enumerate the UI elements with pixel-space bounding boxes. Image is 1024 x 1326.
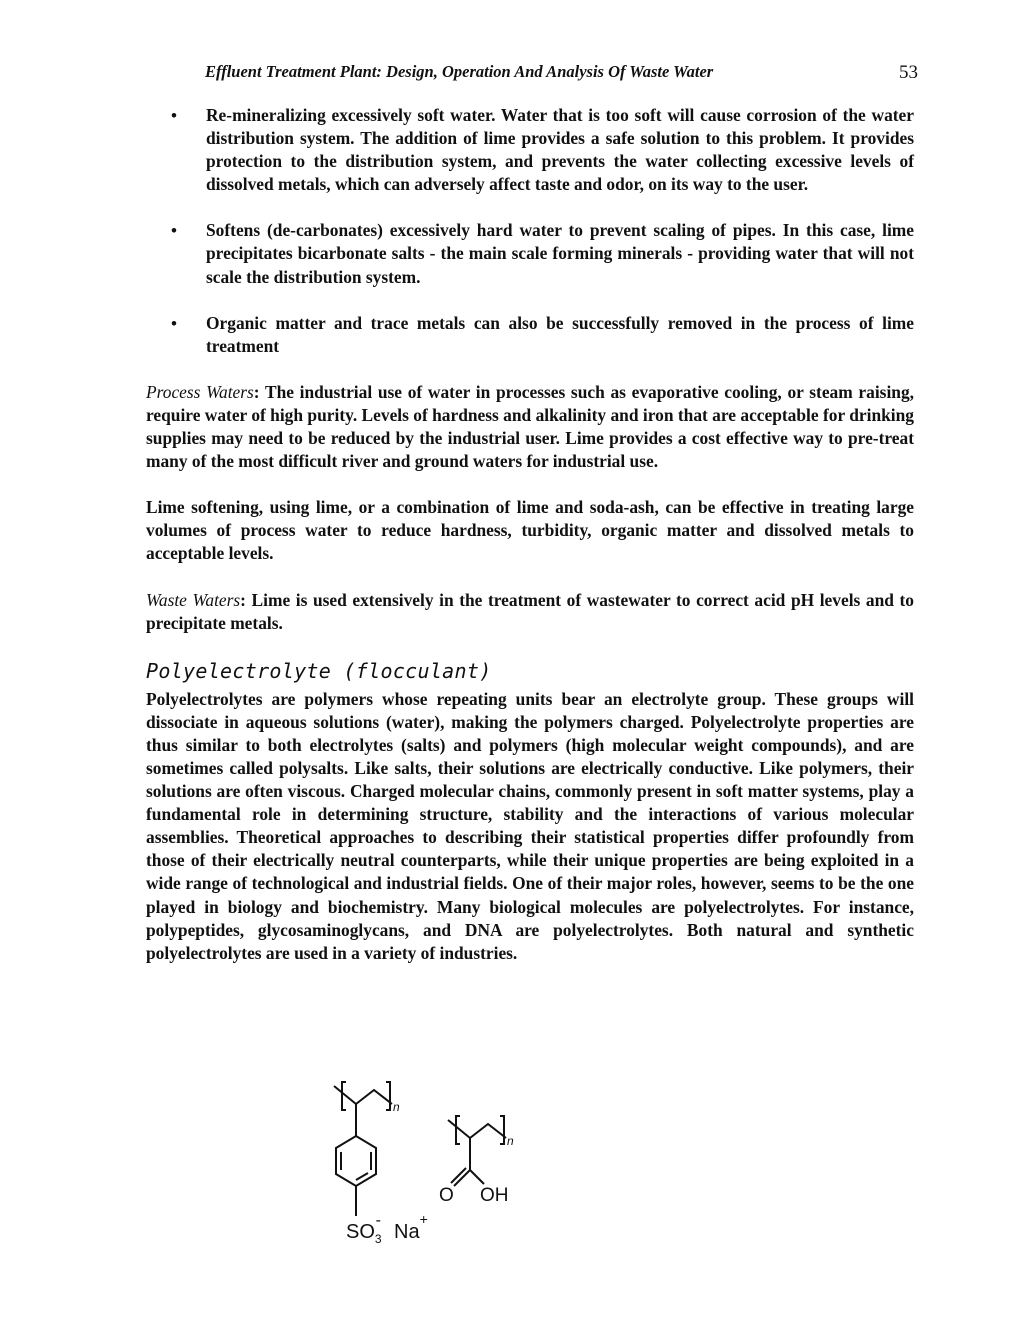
waste-waters-lead: Waste Waters [146,589,241,610]
bullet-icon: • [171,221,177,241]
counter-ion-charge: + [419,1211,428,1227]
bullet-text: Organic matter and trace metals can also be successfully removed in the process of lime treatment [206,312,914,356]
counter-ion-label [394,1211,428,1243]
list-item [146,312,914,358]
counter-ion: Na [394,1221,420,1243]
list-item [146,104,914,196]
waste-waters-text: : Lime is used extensively in the treatment of wastewater to correct acid pH levels and to precipitate metals. [146,589,914,633]
page-number: 53 [899,62,918,83]
main-content [146,104,914,988]
bullet-icon: • [171,313,177,333]
process-waters-paragraph [146,381,914,473]
polyacrylic-acid-structure [448,1116,506,1186]
bullet-text: Re-mineralizing excessively soft water. Water that is too soft will cause corrosion of the water distribution system. The addition of lime provides a safe solution to this problem. It provides protection to the distribution system, and prevents the water collecting excessive levels of dissolved metals, which can adversely affect taste and odor, on its way to the user. [206,105,914,195]
bullet-icon: • [171,106,177,125]
process-waters-text: : The industrial use of water in processes such as evaporative cooling, or steam raising, require water of high purity. Levels of hardness and alkalinity and iron that are acceptable for drinking supplies may need to be reduced by the industrial user. Lime provides a cost effective way to pre-treat many of the most difficult river and ground waters for industrial use. [146,381,914,472]
list-item [146,219,914,288]
right-subscript-n: n [507,1134,514,1148]
hydroxyl-label: OH [480,1185,509,1206]
section-heading: Polyelectrolyte (flocculant) [146,658,492,683]
bullet-list [146,104,914,358]
polyelectrolyte-structures-figure [320,1078,540,1258]
bullet-text: Softens (de-carbonates) excessively hard water to prevent scaling of pipes. In this case, lime precipitates bicarbonate salts - the main scale forming minerals - providing water that will not scale the distribution system. [206,220,914,287]
left-subscript-n: n [393,1100,400,1114]
polystyrene-sulfonate-structure [334,1082,392,1216]
header-title: Effluent Treatment Plant: Design, Operation And Analysis Of Waste Water [205,62,714,81]
sulfonate-charge: - [375,1212,381,1229]
running-header [205,62,918,86]
waste-waters-paragraph [146,589,914,635]
sulfonate-group-label [346,1212,382,1246]
carbonyl-oxygen-label: O [439,1185,454,1206]
process-waters-lead: Process Waters [146,381,254,402]
lime-softening-paragraph: Lime softening, using lime, or a combination of lime and soda-ash, can be effective in treating large volumes of process water to reduce hardness, turbidity, organic matter and dissolved metals to acceptable levels. [146,497,914,564]
sulfonate-subscript: 3 [374,1232,382,1246]
polyelectrolyte-paragraph: Polyelectrolytes are polymers whose repeating units bear an electrolyte group. These groups will dissociate in aqueous solutions (water), making the polymers charged. Polyelectrolyte properties are thus similar to both electrolytes (salts) and polymers (high molecular weight compounds), and are sometimes called polysalts. Like salts, their solutions are electrically conductive. Like polymers, their solutions are often viscous. Charged molecular chains, commonly present in soft matter systems, play a fundamental role in determining structure, stability and the interactions of various molecular assemblies. Theoretical approaches to describing their statistical properties differ profoundly from those of their electrically neutral counterparts, while their unique properties are being exploited in a wide range of technological and industrial fields. One of their major roles, however, seems to be the one played in biology and biochemistry. Many biological molecules are polyelectrolytes. For instance, polypeptides, glycosaminoglycans, and DNA are polyelectrolytes. Both natural and synthetic polyelectrolytes are used in a variety of industries. [146,688,914,963]
sulfonate-group: SO [346,1221,375,1243]
